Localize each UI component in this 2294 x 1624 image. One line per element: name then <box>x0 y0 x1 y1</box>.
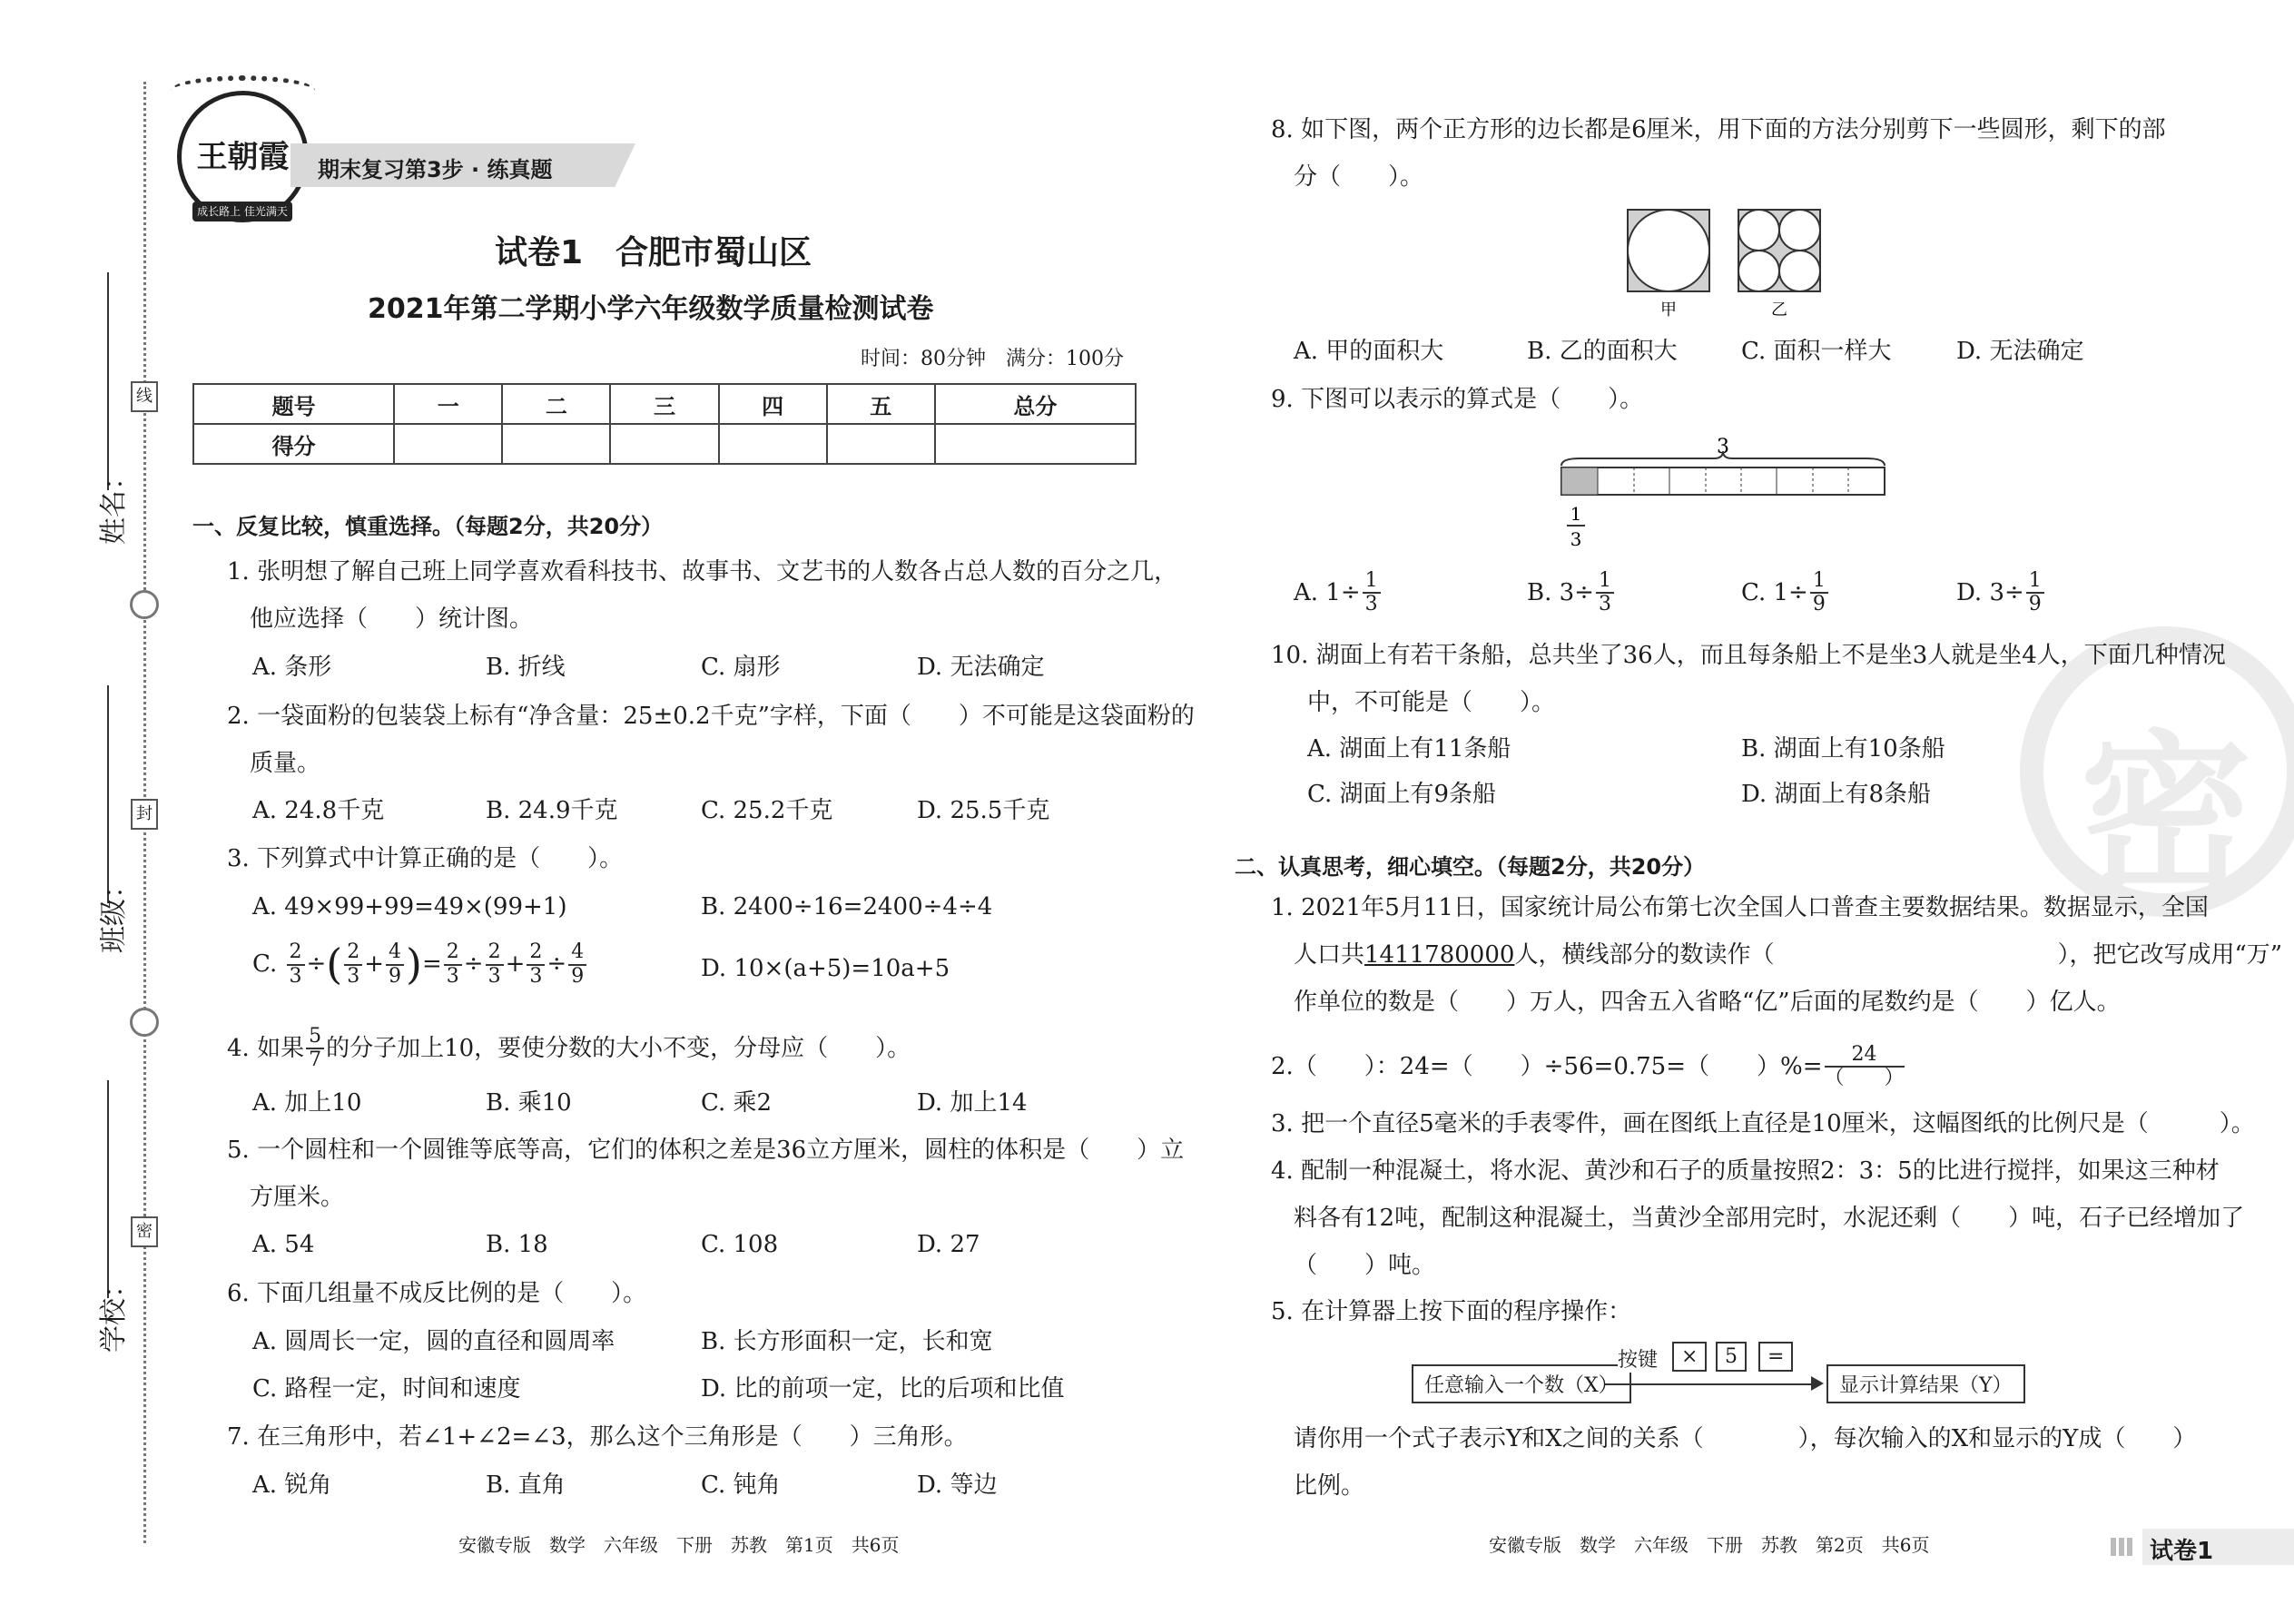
q10-line1: 10. 湖面上有若干条船，总共坐了36人，而且每条船上不是坐3人就是坐4人，下面几种情况 <box>1271 642 2226 669</box>
table-cell: 二 <box>502 384 610 424</box>
q1-option: D. 无法确定 <box>917 654 1045 681</box>
q5-option: D. 27 <box>917 1231 980 1258</box>
logo-text: 王朝霞 <box>196 139 290 175</box>
q2-line2: 质量。 <box>250 750 321 777</box>
f5-line1: 5. 在计算器上按下面的程序操作： <box>1271 1298 1632 1325</box>
f4-line3: （ ）吨。 <box>1294 1252 1436 1279</box>
q10-option: B. 湖面上有10条船 <box>1741 735 1945 763</box>
seal-feng: 封 <box>131 799 158 830</box>
q9-fraction-numerator: 1 <box>1570 503 1582 525</box>
q9-line1: 9. 下图可以表示的算式是（ ）。 <box>1271 386 1644 413</box>
flow-arrow-line <box>1605 1383 1816 1385</box>
table-cell: 总分 <box>935 384 1136 424</box>
q6-line1: 6. 下面几组量不成反比例的是（ ）。 <box>227 1280 647 1307</box>
f1-line2-suffix: 人，横线部分的数读作（ ），把它改写成用“万” <box>1514 941 2283 969</box>
f5-line3: 比例。 <box>1294 1472 1365 1500</box>
q7-option: C. 钝角 <box>701 1471 781 1499</box>
q10-option: A. 湖面上有11条船 <box>1307 735 1511 763</box>
q4-suffix: 的分子加上10，要使分数的大小不变，分母应（ ）。 <box>326 1034 911 1062</box>
key-five-button: 5 <box>1716 1342 1747 1372</box>
q9-fraction-denominator: 3 <box>1570 528 1582 550</box>
q5-option: B. 18 <box>486 1231 548 1258</box>
q10-line2: 中，不可能是（ ）。 <box>1307 689 1556 716</box>
q8-option: A. 甲的面积大 <box>1294 338 1444 365</box>
logo-ribbon: 成长路上 佳光满天 <box>192 202 292 221</box>
q8-option: C. 面积一样大 <box>1741 338 1892 365</box>
q8-option: B. 乙的面积大 <box>1527 338 1678 365</box>
q5-option: A. 54 <box>252 1231 315 1258</box>
badge-text: 期末复习第3步 · 练真题 <box>318 157 553 182</box>
q4-line: 4. 如果 $\frac{5}{7}$ 的分子加上10，要使分数的大小不变，分母应（ ）。 <box>227 1025 911 1072</box>
q7-option: D. 等边 <box>917 1471 998 1499</box>
q8-line1: 8. 如下图，两个正方形的边长都是6厘米，用下面的方法分别剪下一些圆形，剩下的部 <box>1271 116 2166 143</box>
q5-line1: 5. 一个圆柱和一个圆锥等底等高，它们的体积之差是36立方厘米，圆柱的体积是（ ）立 <box>227 1137 1185 1164</box>
q8-line2: 分（ ）。 <box>1294 163 1424 191</box>
f3-line: 3. 把一个直径5毫米的手表零件，画在图纸上直径是10厘米，这幅图纸的比例尺是（ ）。 <box>1271 1110 2255 1137</box>
circle-b-icon <box>1779 210 1820 251</box>
class-label: 班级： <box>98 871 130 953</box>
time-info: 时间：80分钟 满分：100分 <box>861 348 1124 370</box>
circle-a-icon <box>1628 210 1709 291</box>
q4-option: C. 乘2 <box>701 1089 773 1117</box>
q3-line1: 3. 下列算式中计算正确的是（ ）。 <box>227 845 624 872</box>
table-cell: 一 <box>394 384 502 424</box>
q2-option: B. 24.9千克 <box>486 797 618 824</box>
score-input-cell[interactable] <box>935 424 1136 464</box>
q2-option: C. 25.2千克 <box>701 797 833 824</box>
f1-line1: 1. 2021年5月11日，国家统计局公布第七次全国人口普查主要数据结果。数据显示，全国 <box>1271 894 2209 921</box>
f1-line3: 作单位的数是（ ）万人，四舍五入省略“亿”后面的尾数约是（ ）亿人。 <box>1294 989 2121 1016</box>
table-cell: 得分 <box>193 424 394 464</box>
f5-line2: 请你用一个式子表示Y和X之间的关系（ ），每次输入的X和显示的Y成（ ） <box>1294 1425 2197 1452</box>
q2-option: A. 24.8千克 <box>252 797 385 824</box>
q7-option: B. 直角 <box>486 1471 566 1499</box>
score-table <box>192 383 1137 465</box>
q3-option-c: C. $\frac{2}{3}$ ÷ ( $\frac{2}{3}$ + $\frac{4}{9}$ ) = $\frac{2}{3}$ ÷ $\frac{2}{3}$ + $\frac{2}{3}$ ÷ $\frac{4}{9}$ <box>252 940 588 989</box>
tab-pattern-icon <box>2111 1538 2132 1556</box>
q6-option: D. 比的前项一定，比的后项和比值 <box>701 1375 1065 1403</box>
f1-underlined-number: 1411780000 <box>1364 941 1515 969</box>
q4-option: B. 乘10 <box>486 1089 572 1117</box>
q3-option-d: D. 10×(a+5)=10a+5 <box>701 955 950 982</box>
q4-option: A. 加上10 <box>252 1089 362 1117</box>
f1-line2-prefix: 人口共 <box>1294 941 1365 969</box>
q3-option-b: B. 2400÷16=2400÷4÷4 <box>701 893 993 920</box>
brace-icon <box>1561 451 1885 466</box>
key-equals-button: = <box>1758 1342 1793 1372</box>
table-cell: 题号 <box>193 384 394 424</box>
section1-title: 一、反复比较，慎重选择。（每题2分，共20分） <box>192 514 664 539</box>
q4-prefix: 4. 如果 <box>227 1034 305 1062</box>
q9-option-b: B. 3÷ $\frac{1}{3}$ <box>1527 570 1616 615</box>
q9-shaded-part <box>1561 468 1598 495</box>
section2-title: 二、认真思考，细心填空。（每题2分，共20分） <box>1235 854 1706 880</box>
circle-b-icon <box>1779 251 1820 291</box>
table-cell: 三 <box>610 384 718 424</box>
q8-option: D. 无法确定 <box>1956 338 2084 365</box>
f4-line1: 4. 配制一种混凝土，将水泥、黄沙和石子的质量按照2：3：5的比进行搅拌，如果这三种材 <box>1271 1157 2220 1185</box>
q10-option: D. 湖面上有8条船 <box>1741 781 1931 808</box>
score-input-cell[interactable] <box>610 424 718 464</box>
q1-option: A. 条形 <box>252 654 332 681</box>
q5-option: C. 108 <box>701 1231 779 1258</box>
f2-line <box>1271 1044 1906 1089</box>
flow-input-box: 任意输入一个数（X） <box>1412 1364 1631 1403</box>
page-tab-label: 试卷1 <box>2150 1538 2214 1565</box>
q9-option-d: D. 3÷ $\frac{1}{9}$ <box>1956 570 2046 615</box>
figure-b-label: 乙 <box>1771 300 1787 320</box>
page-subtitle: 2021年第二学期小学六年级数学质量检测试卷 <box>368 293 934 325</box>
f4-line2: 料各有12吨，配制这种混凝土，当黄沙全部用完时，水泥还剩（ ）吨，石子已经增加了 <box>1294 1205 2245 1232</box>
seal-mi: 密 <box>131 1216 158 1247</box>
q2-option: D. 25.5千克 <box>917 797 1050 824</box>
q9-bar <box>1561 468 1885 495</box>
q9-brace-label: 3 <box>1717 436 1729 458</box>
q1-option: C. 扇形 <box>701 654 781 681</box>
q5-line2: 方厘米。 <box>250 1184 345 1211</box>
q6-option: C. 路程一定，时间和速度 <box>252 1375 521 1403</box>
f2-frac-bottom: （ ） <box>1824 1067 1905 1090</box>
q1-line2: 他应选择（ ）统计图。 <box>250 605 534 633</box>
score-input-cell[interactable] <box>502 424 610 464</box>
name-underline <box>107 272 109 490</box>
q3-option-a: A. 49×99+99=49×(99+1) <box>252 893 567 920</box>
school-label: 学校： <box>98 1271 130 1353</box>
logo-crown-icon <box>171 75 315 106</box>
q10-option: C. 湖面上有9条船 <box>1307 781 1497 808</box>
q6-option: B. 长方形面积一定，长和宽 <box>701 1328 993 1355</box>
name-label: 姓名： <box>98 463 130 545</box>
q4-option: D. 加上14 <box>917 1089 1028 1117</box>
q9-option-c: C. 1÷ $\frac{1}{9}$ <box>1741 570 1830 615</box>
watermark-seal-glyph: 密 <box>2080 715 2253 916</box>
flow-key-label: 按键 <box>1618 1349 1659 1372</box>
table-cell: 五 <box>827 384 935 424</box>
score-input-cell[interactable] <box>827 424 935 464</box>
circle-b-icon <box>1738 251 1779 291</box>
figure-a-label: 甲 <box>1660 300 1677 320</box>
binding-hole-icon <box>130 1008 159 1037</box>
q9-option-a: A. 1÷ $\frac{1}{3}$ <box>1294 570 1383 615</box>
circle-b-icon <box>1738 210 1779 251</box>
binding-hole-icon <box>130 590 159 619</box>
f2-frac-top: 24 <box>1825 1044 1905 1068</box>
f1-line2 <box>1294 941 2282 969</box>
seal-xian: 线 <box>131 381 158 412</box>
q2-line1: 2. 一袋面粉的包装袋上标有“净含量：25±0.2千克”字样，下面（ ）不可能是这袋面粉的 <box>227 703 1195 730</box>
class-underline <box>107 685 109 903</box>
q7-option: A. 锐角 <box>252 1471 332 1499</box>
score-input-cell[interactable] <box>394 424 502 464</box>
arrow-right-icon <box>1811 1376 1824 1391</box>
score-input-cell[interactable] <box>719 424 827 464</box>
table-row <box>193 384 1136 424</box>
f2-text: 2.（ ）：24=（ ）÷56=0.75=（ ）%= <box>1271 1052 1823 1080</box>
q1-line1: 1. 张明想了解自己班上同学喜欢看科技书、故事书、文艺书的人数各占总人数的百分之几， <box>227 558 1178 586</box>
key-times-button: × <box>1672 1342 1707 1372</box>
table-cell: 四 <box>719 384 827 424</box>
q7-line1: 7. 在三角形中，若∠1+∠2=∠3，那么这个三角形是（ ）三角形。 <box>227 1423 968 1451</box>
q1-option: B. 折线 <box>486 654 566 681</box>
footer-right: 安徽专版 数学 六年级 下册 苏教 第2页 共6页 <box>1489 1534 1930 1556</box>
flow-output-box: 显示计算结果（Y） <box>1826 1364 2025 1403</box>
q8-figure <box>1620 204 1838 322</box>
footer-left: 安徽专版 数学 六年级 下册 苏教 第1页 共6页 <box>458 1534 900 1556</box>
page-title: 试卷1 合肥市蜀山区 <box>495 234 812 271</box>
q6-option: A. 圆周长一定，圆的直径和圆周率 <box>252 1328 615 1355</box>
q9-figure <box>1552 431 1897 558</box>
school-underline <box>107 1080 109 1298</box>
table-row <box>193 424 1136 464</box>
